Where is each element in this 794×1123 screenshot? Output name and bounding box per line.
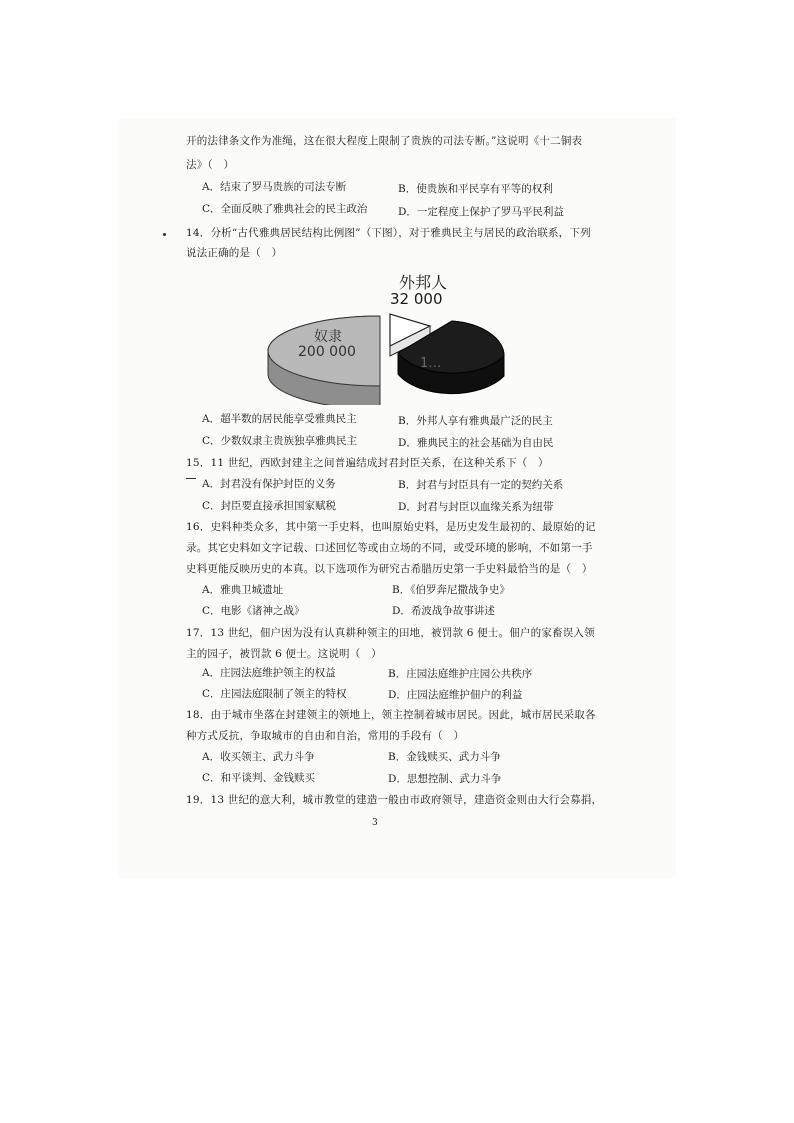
q17-stem-line-1: 17．13 世纪，佃户因为没有认真耕种领主的田地，被罚款 6 便士。佃户的家畜误入领 <box>186 627 595 639</box>
page-number: 3 <box>372 818 378 828</box>
q14-option-c: C．少数奴隶主贵族独享雅典民主 <box>202 435 358 447</box>
q17-option-d: D．庄园法庭维护佃户的利益 <box>388 689 523 701</box>
scan-mark <box>186 478 196 479</box>
q15-option-a: A．封君没有保护封臣的义务 <box>202 478 336 490</box>
q18-option-d: D．思想控制、武力斗争 <box>388 773 502 785</box>
q17-option-c: C．庄园法庭限制了领主的特权 <box>202 688 347 700</box>
q14-stem-line-1: 14．分析“古代雅典居民结构比例图”（下图），对于雅典民主与居民的政治联系，下列 <box>186 227 591 239</box>
q14-stem-line-2: 说法正确的是（ ） <box>186 247 283 259</box>
q17-option-a: A．庄园法庭维护领主的权益 <box>202 667 336 679</box>
q13-option-b: B．使贵族和平民享有平等的权利 <box>398 183 553 195</box>
pie-chart-graphic <box>262 270 512 405</box>
q13-option-a: A．结束了罗马贵族的司法专断 <box>202 181 347 193</box>
scan-speck <box>163 233 166 236</box>
q14-option-b: B．外邦人享有雅典最广泛的民主 <box>398 415 553 427</box>
q18-option-b: B．金钱赎买、武力斗争 <box>388 751 501 763</box>
q15-stem: 15．11 世纪，西欧封建主之间普遍结成封君封臣关系，在这种关系下（ ） <box>186 457 549 469</box>
q14-option-a: A．超半数的居民能享受雅典民主 <box>202 413 357 425</box>
q16-option-d: D．希波战争故事讲述 <box>392 605 495 617</box>
q17-option-b: B．庄园法庭维护庄园公共秩序 <box>388 668 533 680</box>
residents-pie-chart <box>262 270 512 405</box>
q15-option-b: B．封君与封臣具有一定的契约关系 <box>398 479 564 491</box>
q18-stem-line-1: 18．由于城市坐落在封建领主的领地上，领主控制着城市居民。因此，城市居民采取各 <box>186 709 596 721</box>
q16-option-b: B．《伯罗奔尼撒战争史》 <box>392 584 510 596</box>
q13-option-d: D．一定程度上保护了罗马平民利益 <box>398 206 564 218</box>
q16-option-c: C．电影《诸神之战》 <box>202 605 305 617</box>
q16-stem-line-1: 16．史料种类众多，其中第一手史料，也叫原始史料，是历史发生最初的、最原始的记 <box>186 521 596 533</box>
q16-option-a: A．雅典卫城遗址 <box>202 584 284 596</box>
q18-option-c: C．和平谈判、金钱赎买 <box>202 772 316 784</box>
q13-continuation-line-2: 法》（ ） <box>186 159 235 171</box>
q13-continuation-line-1: 开的法律条文作为准绳，这在很大程度上限制了贵族的司法专断。”这说明《十二铜表 <box>186 135 583 147</box>
q13-option-c: C．全面反映了雅典社会的民主政治 <box>202 203 368 215</box>
q15-option-d: D．封君与封臣以血缘关系为纽带 <box>398 501 554 513</box>
q16-stem-line-2: 录。其它史料如文字记载、口述回忆等或由立场的不同，或受环境的影响，不如第一手 <box>186 542 593 554</box>
q18-option-a: A．收买领主、武力斗争 <box>202 751 315 763</box>
slaves-value: 200 000 <box>298 344 356 360</box>
q15-option-c: C．封臣要直接承担国家赋税 <box>202 500 337 512</box>
q16-stem-line-3: 史料更能反映历史的本真。以下选项作为研究古希腊历史第一手史料最恰当的是（ ） <box>186 563 593 575</box>
citizens-value: 1… <box>420 356 442 371</box>
q14-option-d: D．雅典民主的社会基础为自由民 <box>398 437 554 449</box>
foreigners-label: 外邦人 <box>399 273 448 292</box>
slaves-label: 奴隶 <box>314 329 342 345</box>
q19-stem-line-1: 19．13 世纪的意大利，城市教堂的建造一般由市政府领导，建造资金则由大行会募捐， <box>186 794 603 806</box>
foreigners-value: 32 000 <box>390 290 443 308</box>
q17-stem-line-2: 主的园子，被罚款 6 便士。这说明（ ） <box>186 648 382 660</box>
q18-stem-line-2: 种方式反抗，争取城市的自由和自治，常用的手段有（ ） <box>186 730 465 742</box>
